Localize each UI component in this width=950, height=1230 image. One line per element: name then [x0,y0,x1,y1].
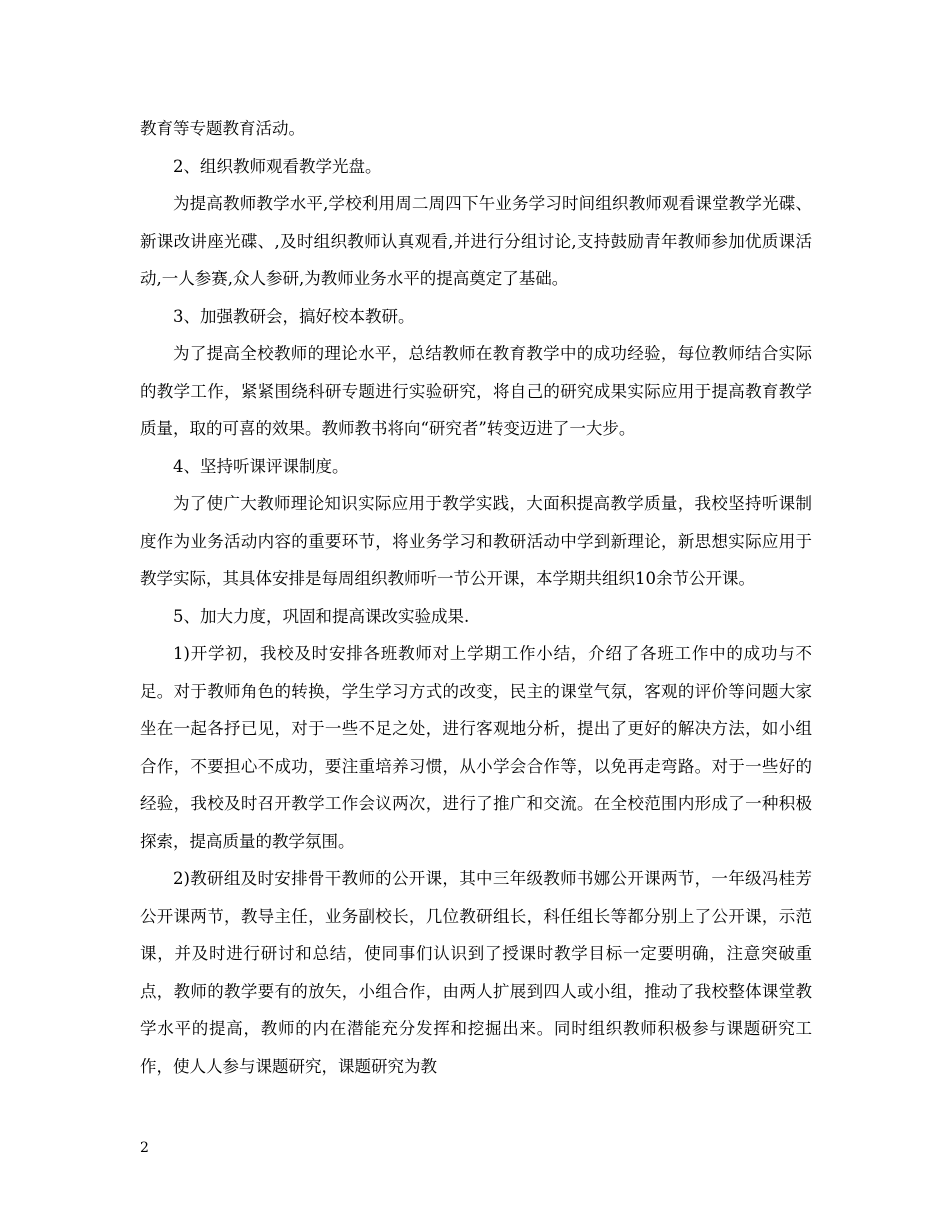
paragraph-9: 1)开学初，我校及时安排各班教师对上学期工作小结，介绍了各班工作中的成功与不足。对于教师角色的转换，学生学习方式的改变，民主的课堂气氛，客观的评价等问题大家坐在一起各抒已见，对于一些不足之处，进行客观地分析，提出了更好的解决方法，如小组合作，不要担心不成功，要注重培养习惯，从小学会合作等，以免再走弯路。对于一些好的经验，我校及时召开教学工作会议两次，进行了推广和交流。在全校范围内形成了一种积极探索，提高质量的教学氛围。 [140,644,812,851]
paragraph-3: 为提高教师教学水平,学校利用周二周四下午业务学习时间组织教师观看课堂教学光碟、新课改讲座光碟、,及时组织教师认真观看,并进行分组讨论,支持鼓励青年教师参加优质课活动,一人参赛,众人参研,为教师业务水平的提高奠定了基础。 [140,194,812,288]
document-body [140,110,812,1085]
paragraph-7: 为了使广大教师理论知识实际应用于教学实践，大面积提高教学质量，我校坚持听课制度作为业务活动内容的重要环节，将业务学习和教研活动中学到新理论，新思想实际应用于教学实际，其具体安排是每周组织教师听一节公开课，本学期共组织10余节公开课。 [140,494,812,588]
heading-3-research-meetings: 3、加强教研会，搞好校本教研。 [173,306,415,326]
page-number: 2 [140,1140,149,1156]
heading-2-watch-discs: 2、组织教师观看教学光盘。 [173,156,382,176]
paragraph-10: 2)教研组及时安排骨干教师的公开课，其中三年级教师书娜公开课两节，一年级冯桂芳公开课两节，教导主任，业务副校长，几位教研组长，科任组长等都分别上了公开课，示范课，并及时进行研讨和总结，使同事们认识到了授课时教学目标一定要明确，注意突破重点，教师的教学要有的放矢，小组合作，由两人扩展到四人或小组，推动了我校整体课堂教学水平的提高，教师的内在潜能充分发挥和挖掘出来。同时组织教师积极参与课题研究工作，使人人参与课题研究，课题研究为教 [140,869,812,1076]
paragraph-5: 为了提高全校教师的理论水平，总结教师在教育教学中的成功经验，每位教师结合实际的教学工作，紧紧围绕科研专题进行实验研究，将自己的研究成果实际应用于提高教育教学质量，取的可喜的效果。教师教书将向“研究者”转变迈进了一大步。 [140,344,812,438]
heading-5-reform-results: 5、加大力度，巩固和提高课改实验成果. [173,606,470,626]
heading-4-lesson-observation: 4、坚持听课评课制度。 [173,456,349,476]
paragraph-1: 教育等专题教育活动。 [140,119,305,138]
